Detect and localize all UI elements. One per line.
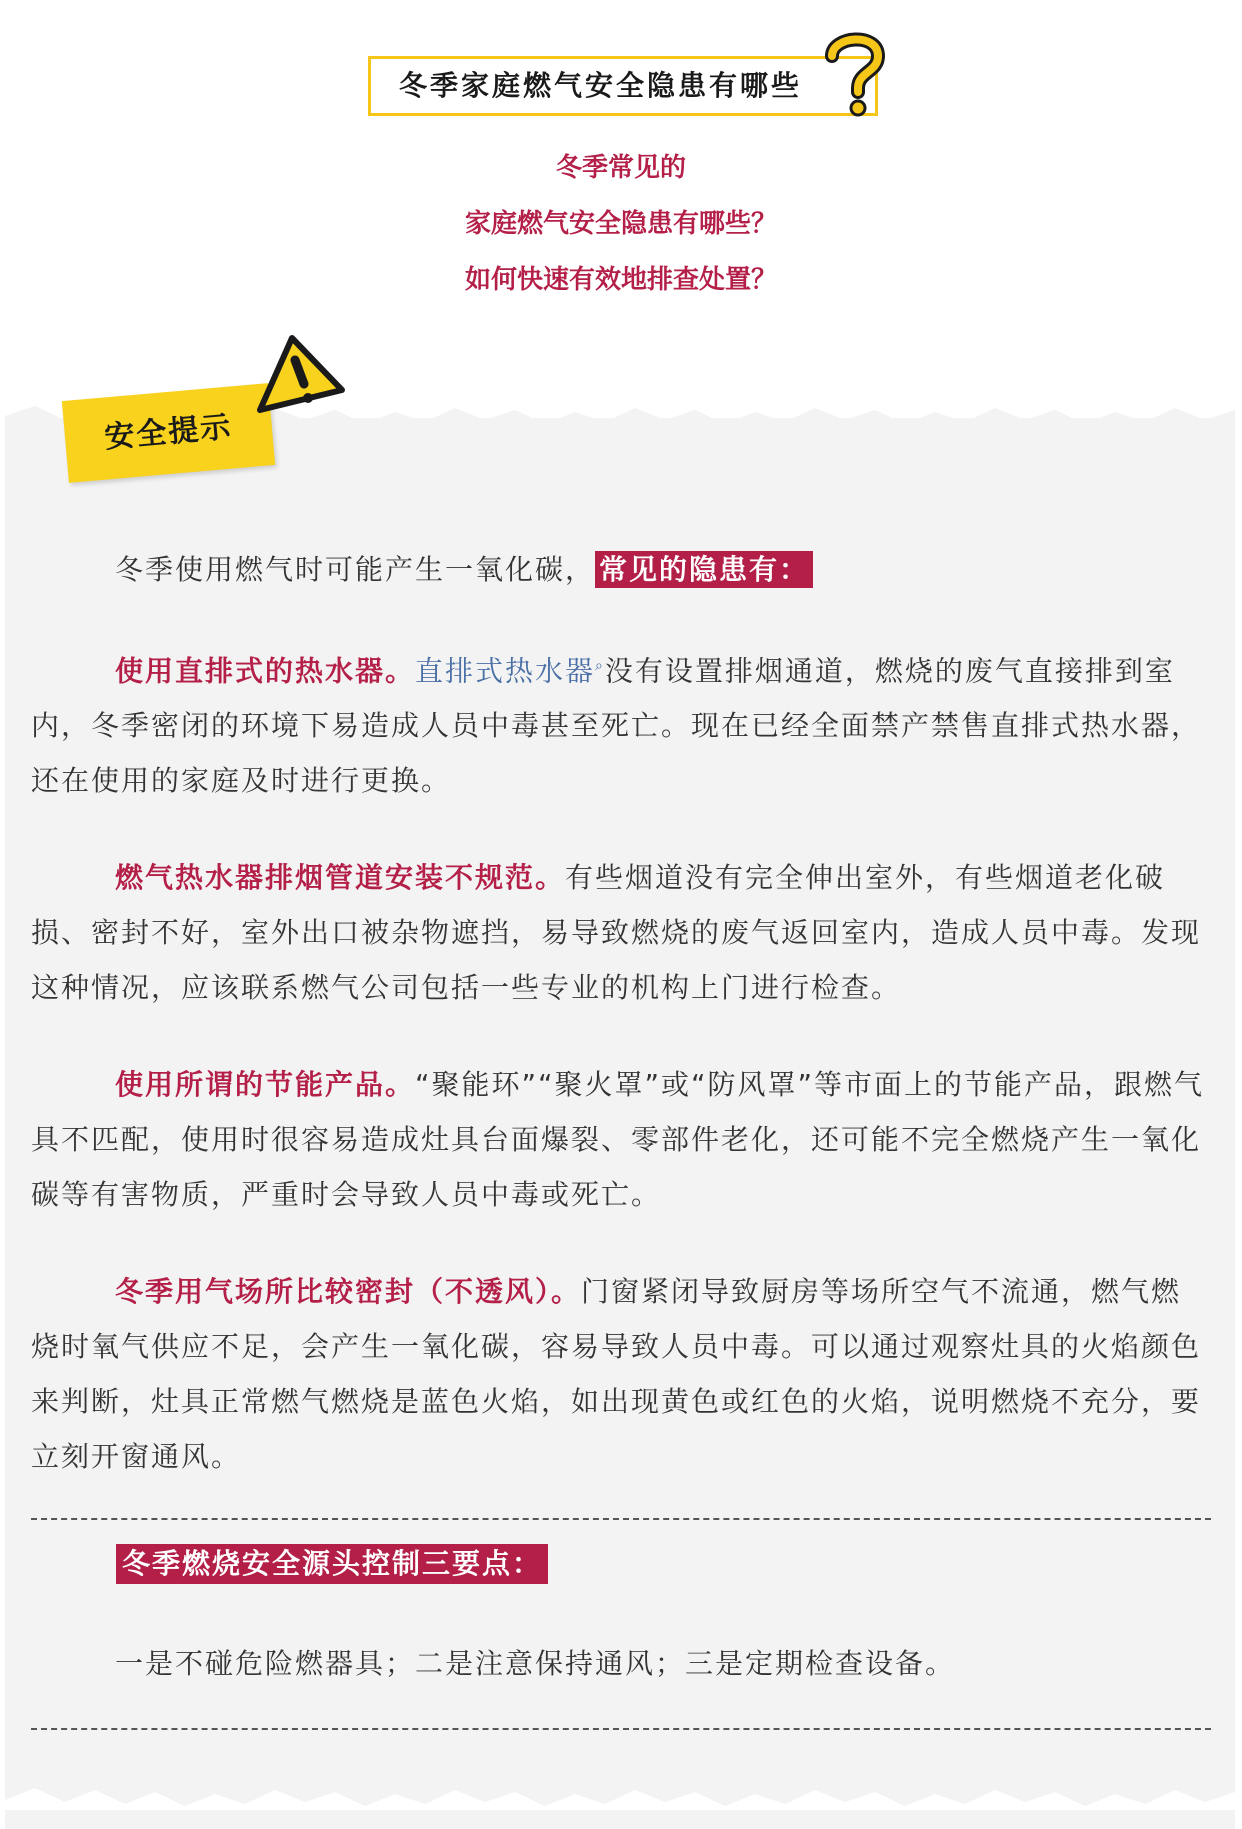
keyword-link[interactable]: 直排式热水器 [415,654,596,688]
title-box [368,56,878,116]
section-subheading: 冬季燃烧安全源头控制三要点： [116,1544,548,1584]
lead-highlight: 常见的隐患有： [595,551,813,588]
warning-icon [250,330,350,420]
hazard-heading: 使用直排式的热水器。 [115,654,416,688]
summary-text: 一是不碰危险燃器具；二是注意保持通风；三是定期检查设备。 [115,1647,956,1680]
hazard-heading: 使用所谓的节能产品。 [115,1068,416,1102]
intro-line-3: 如何快速有效地排查处置？ [464,265,777,295]
divider [31,1728,1211,1730]
hazard-body: 没有设置排烟通道，燃烧的废气直接排到室内，冬季密闭的环境下易造成人员中毒甚至死亡。现在已经全面禁产禁售直排式热水器，还在使用的家庭及时进行更换。 [31,654,1202,798]
content-body [31,542,1211,1484]
hazard-item [31,1264,1211,1484]
safety-tip-label: 安全提示 [103,409,234,456]
question-mark-icon [820,28,890,118]
paper-torn-edge-bottom [5,1780,1235,1810]
hazard-body: “聚能环”“聚火罩”或“防风罩”等市面上的节能产品，跟燃气具不匹配，使用时很容易造成灶具台面爆裂、零部件老化，还可能不完全燃烧产生一氧化碳等有害物质，严重时会导致人员中毒或死亡。 [31,1068,1205,1212]
search-icon[interactable]: ⌕ [595,658,605,674]
hazard-item [31,850,1211,1015]
hazard-heading: 冬季用气场所比较密封（不透风）。 [115,1275,582,1309]
hazard-heading: 燃气热水器排烟管道安装不规范。 [115,861,566,895]
intro-line-1: 冬季常见的 [555,153,686,183]
hazard-body: 有些烟道没有完全伸出室外，有些烟道老化破损、密封不好，室外出口被杂物遮挡，易导致燃烧的废气返回室内，造成人员中毒。发现这种情况，应该联系燃气公司包括一些专业的机构上门进行检查。 [31,861,1202,1005]
hazard-item [31,1057,1211,1222]
hazard-body: 门窗紧闭导致厨房等场所空气不流通，燃气燃烧时氧气供应不足，会产生一氧化碳，容易导致人员中毒。可以通过观察灶具的火焰颜色来判断，灶具正常燃气燃烧是蓝色火焰，如出现黄色或红色的火焰，说明燃烧不充分，要立刻开窗通风。 [31,1275,1202,1474]
lead-text: 冬季使用燃气时可能产生一氧化碳， [115,553,596,586]
page-title: 冬季家庭燃气安全隐患有哪些 [399,69,803,102]
lead-paragraph [31,542,1211,597]
divider [31,1518,1211,1520]
intro-block [0,140,1242,308]
intro-line-2: 家庭燃气安全隐患有哪些？ [464,209,777,239]
hazard-item [31,639,1211,808]
